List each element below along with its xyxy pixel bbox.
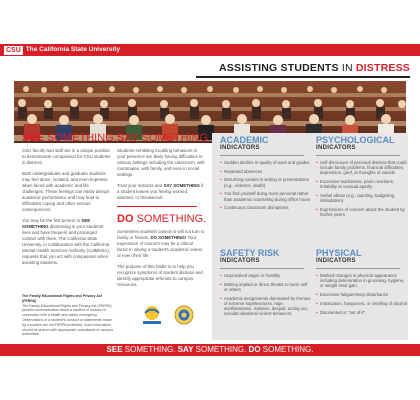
see-something-heading	[22, 132, 117, 144]
see-heading-bold: SEE	[22, 132, 45, 144]
physical-indicators	[316, 249, 408, 318]
slogan-do-bold: DO	[248, 345, 261, 354]
title-part-3: DISTRESS	[355, 62, 410, 74]
say-do-divider	[117, 206, 197, 207]
page-title	[196, 62, 410, 74]
list-item: • Repeated absences	[220, 169, 312, 174]
physical-rule	[316, 268, 400, 269]
say-do-column	[117, 132, 212, 293]
say-something-heading	[117, 132, 212, 144]
physical-title: PHYSICAL	[316, 248, 362, 258]
do-p1-emphasis: DO SOMETHING!	[150, 235, 187, 240]
csu-logo	[4, 45, 120, 55]
list-item: • Making implied or direct threats to harm self or others	[220, 282, 312, 292]
academic-rule	[220, 155, 304, 156]
say-heading-light: SOMETHING.	[141, 132, 212, 144]
list-item: • Excessive fatigue/sleep disturbance	[316, 292, 408, 297]
do-something-heading	[117, 213, 205, 225]
ferpa-title: The Family Educational Rights and Privacy Act (FERPA)	[22, 294, 103, 303]
list-item: • Self-disclosure of personal distress that could include family problems, financial difficulties, depression, grief, or thoughts of suicide	[316, 160, 408, 176]
do-p1-end: Your expression of concern may be a critical factor in saving a student's academic career or even their life.	[117, 235, 203, 258]
csu-logo-mark: CSU	[6, 46, 21, 54]
say-p2-start: Trust your instincts and	[117, 183, 163, 188]
csu-logo-text: The California State University	[25, 46, 121, 53]
psychological-rule	[316, 155, 400, 156]
calmhsa-logo-icon	[143, 306, 161, 324]
list-item: • Verbal abuse (e.g., taunting, badgering, intimidation)	[316, 193, 408, 203]
safety-rule	[220, 268, 304, 269]
slogan-do-light: SOMETHING.	[262, 345, 314, 354]
academic-title: ACADEMIC	[220, 135, 269, 145]
say-heading-bold: SAY	[117, 132, 139, 144]
do-heading-bold: DO	[117, 213, 134, 225]
academic-list	[220, 160, 312, 210]
slogan-see-bold: SEE	[106, 345, 123, 354]
partner-seals	[140, 304, 200, 328]
title-part-2: IN	[341, 62, 353, 74]
do-paragraph-2: The purpose of this folder is to help you recognize symptoms of student distress and identify appropriate referrals to campus resources.	[117, 264, 203, 287]
safety-title: SAFETY RISK	[220, 248, 280, 258]
psychological-subtitle: INDICATORS	[316, 145, 356, 151]
safety-subtitle: INDICATORS	[220, 258, 260, 264]
list-item: • Expressions of concern about the student by his/her peers	[316, 207, 408, 217]
psychological-list	[316, 160, 408, 217]
list-item: • Excessive tearfulness, panic reactions, irritability or unusual apathy	[316, 179, 408, 189]
do-p1-start: Sometimes students cannot or will not turn to family or friends.	[117, 229, 205, 240]
state-seal-icon	[175, 306, 193, 324]
list-item: • Sudden decline in quality of work and grades	[220, 160, 312, 165]
say-paragraph-2	[117, 183, 205, 201]
bottom-slogan	[0, 345, 420, 355]
ferpa-note	[22, 294, 116, 337]
list-item: • Unprovoked anger or hostility	[220, 273, 312, 278]
slogan-see-light: SOMETHING.	[124, 345, 176, 354]
safety-list	[220, 273, 312, 316]
see-something-column	[22, 132, 117, 271]
ferpa-text: The Family Educational Rights and Privacy Act (FERPA) permits communication about a student of concern in connection with a health and safety emergency. Observations of a student's conduct or statements made by a student are not FERPA protected. Such information should be shared with appropriate consultants or campus authorities.	[22, 303, 114, 337]
physical-subtitle: INDICATORS	[316, 258, 356, 264]
psychological-title: PSYCHOLOGICAL	[316, 135, 395, 145]
academic-indicators	[220, 136, 312, 214]
psychological-indicators	[316, 136, 408, 221]
see-paragraph-2: Both undergraduate and graduate students may feel alone, isolated, and even hopeless when faced with academic and life challenges. These feelings can easily disrupt academic performance and may lead to difficulties coping and other serious consequences.	[22, 171, 110, 212]
list-item: • Intoxication, hangovers, or smelling of alcohol	[316, 301, 408, 306]
list-item: • Disoriented or "out of it"	[316, 310, 408, 315]
see-p3-start: You may be the first person to	[22, 218, 81, 223]
title-underline	[196, 76, 410, 78]
safety-risk-indicators	[220, 249, 312, 320]
see-p3-end: distressing in your students' lives and have frequent and prolonged contact with them. The California State University, in collaboration with the California Mental Health Services Authority (CalMHSA), requests that you act with compassion when assisting students.	[22, 224, 111, 265]
see-p3-emphasis: SEE SOMETHING	[22, 218, 91, 229]
physical-list	[316, 273, 408, 315]
say-paragraph-1: Students exhibiting troubling behaviors in your presence are likely having difficulties in various settings including the classroom, with roommates, with family, and even in social settings.	[117, 148, 205, 177]
list-item: • Academic assignments dominated by themes of extreme hopelessness, rage, worthlessness, isolation, despair, acting out, suicidal ideations/ violent behaviors	[220, 296, 312, 317]
list-item: • Continuous classroom disruptions	[220, 205, 312, 210]
do-paragraph-1	[117, 229, 205, 259]
list-item: • You find yourself doing more personal rather than academic counseling during office hours	[220, 191, 312, 201]
do-heading-light: SOMETHING.	[136, 213, 207, 225]
see-heading-light: SOMETHING.	[47, 132, 117, 144]
slogan-say-bold: SAY	[177, 345, 194, 354]
see-paragraph-3	[22, 218, 112, 266]
list-item: • Disturbing content in writing or presentations (e.g., violence, death)	[220, 177, 312, 187]
say-p2-end: if a student leaves you feeling worried, alarmed, or threatened!	[117, 183, 204, 200]
slogan-say-light: SOMETHING.	[195, 345, 247, 354]
title-part-1: ASSISTING STUDENTS	[219, 62, 339, 74]
see-paragraph-1: CSU faculty and staff are in a unique position to demonstrate compassion for CSU students in distress.	[22, 148, 111, 165]
list-item: • Marked changes in physical appearance including deterioration in grooming, hygiene, or weight loss/ gain	[316, 273, 408, 289]
say-p2-emphasis: SAY SOMETHING	[163, 183, 200, 188]
academic-subtitle: INDICATORS	[220, 145, 260, 151]
